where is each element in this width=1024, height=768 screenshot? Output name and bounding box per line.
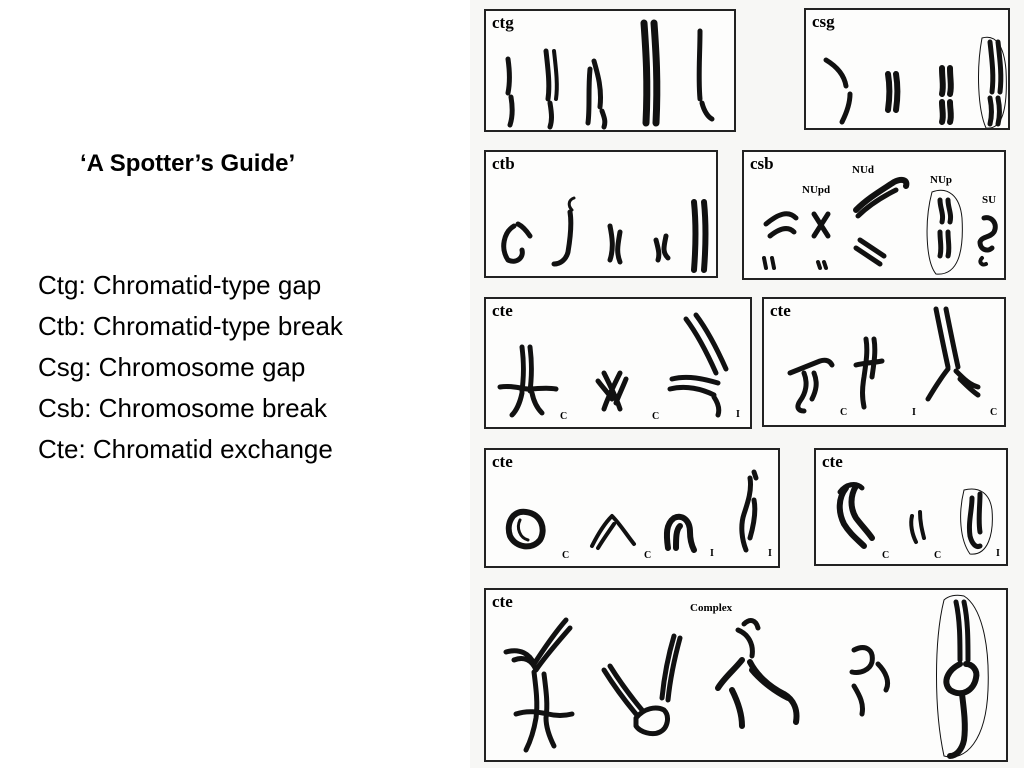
ctg-chromosomes	[486, 11, 736, 132]
mark-i-3: I	[710, 548, 714, 559]
mark-i-1: I	[736, 409, 740, 420]
mark-c-2: C	[652, 411, 660, 422]
panel-label-cte-3: cte	[492, 452, 513, 471]
cte-2-chromosomes	[764, 299, 1006, 427]
panel-cte-3	[484, 448, 780, 568]
note-nud: NUd	[852, 164, 875, 176]
panel-cte-5	[484, 588, 1008, 762]
mark-i-4: I	[768, 548, 772, 559]
cte-1-chromosomes	[486, 299, 752, 429]
ctb-chromosomes	[486, 152, 718, 278]
legend-ctg: Ctg: Chromatid-type gap	[38, 270, 322, 300]
legend-csg: Csg: Chromosome gap	[38, 352, 306, 382]
panel-label-cte-4: cte	[822, 452, 843, 471]
panel-label-csb: csb	[750, 154, 774, 173]
slide-title: ‘A Spotter’s Guide’	[80, 150, 296, 177]
panel-label-csg: csg	[812, 12, 835, 31]
legend	[38, 265, 343, 470]
note-nup: NUp	[930, 174, 953, 186]
note-nupd: NUpd	[802, 184, 831, 196]
panel-label-ctb: ctb	[492, 154, 515, 173]
panel-ctb	[484, 150, 718, 278]
cte-4-chromosomes	[816, 450, 1008, 566]
panel-cte-4	[814, 448, 1008, 566]
panel-label-cte-5: cte	[492, 592, 513, 611]
mark-c-7: C	[882, 550, 890, 561]
mark-c-3: C	[840, 407, 848, 418]
mark-i-5: I	[996, 548, 1000, 559]
legend-csb: Csb: Chromosome break	[38, 393, 327, 423]
csg-chromosomes	[806, 10, 1010, 130]
cte-5-chromosomes	[486, 590, 1008, 762]
note-complex: Complex	[690, 602, 733, 614]
legend-ctb: Ctb: Chromatid-type break	[38, 311, 343, 341]
csb-chromosomes	[744, 152, 1006, 280]
panel-csg	[804, 8, 1010, 130]
mark-c-5: C	[562, 550, 570, 561]
panel-label-cte-2: cte	[770, 301, 791, 320]
panel-label-cte-1: cte	[492, 301, 513, 320]
mark-c-1: C	[560, 411, 568, 422]
cte-3-chromosomes	[486, 450, 780, 568]
note-su: SU	[982, 194, 997, 206]
chromosome-figure	[470, 0, 1024, 768]
mark-c-6: C	[644, 550, 652, 561]
panel-csb	[742, 150, 1006, 280]
panel-cte-2	[762, 297, 1006, 427]
legend-cte: Cte: Chromatid exchange	[38, 434, 333, 464]
mark-c-8: C	[934, 550, 942, 561]
panel-label-ctg: ctg	[492, 13, 514, 32]
panel-ctg	[484, 9, 736, 132]
panel-cte-1	[484, 297, 752, 429]
mark-c-4: C	[990, 407, 998, 418]
mark-i-2: I	[912, 407, 916, 418]
